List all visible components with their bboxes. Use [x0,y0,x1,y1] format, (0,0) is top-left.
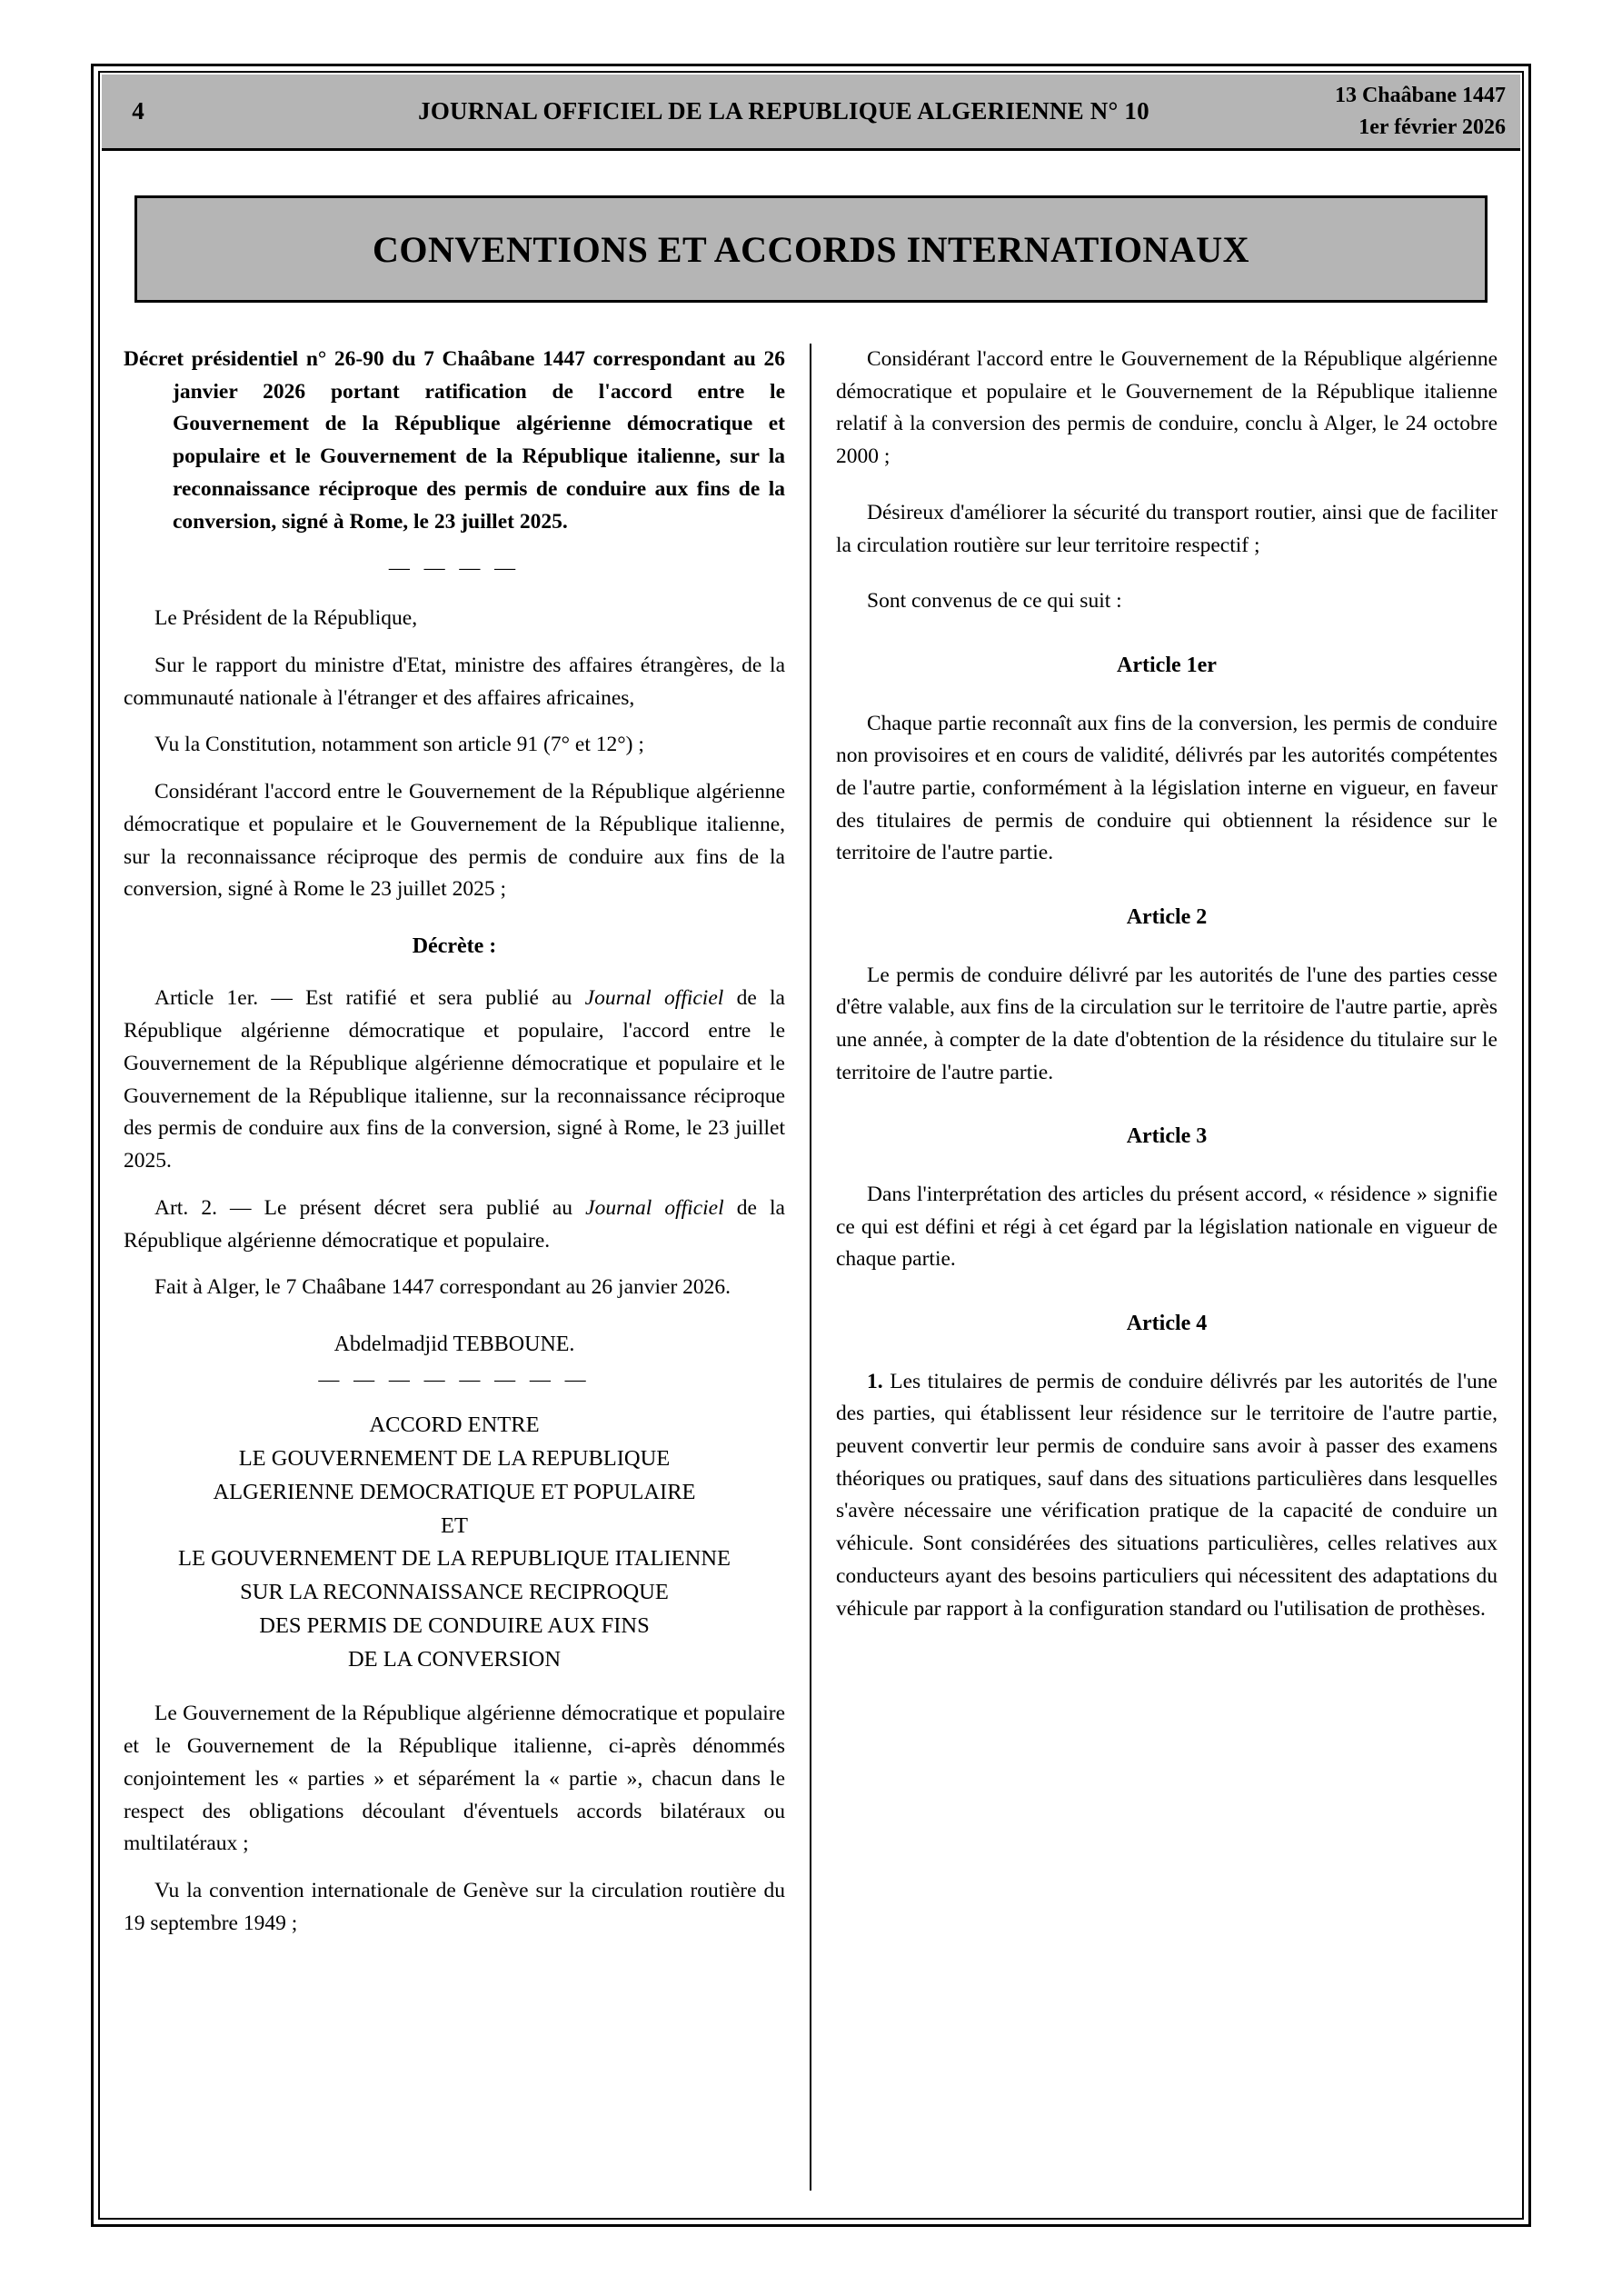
paragraph-considerant-accord-2000: Considérant l'accord entre le Gouvernement de la République algérienne démocratique et populaire et le Gouvernement de la République italienne relatif à la conversion des permis de conduire, conclu à Alger, le 24 octobre 2000 ; [836,347,1498,469]
accord-title-line-1: ACCORD ENTRE [369,1413,540,1438]
paragraph-constitution: Vu la Constitution, notamment son article 91 (7° et 12°) ; [154,733,644,757]
decree-title-lead: Décret présidentiel n° 26-90 du 7 Chaâbane 1447 [124,347,585,371]
paragraph-considerant: Considérant l'accord entre le Gouvernement de la République algérienne démocratique et populaire et le Gouvernement de la République italienne, sur la reconnaissance réciproque des permis de conduire aux fins de la conversion, signé à Rome le 23 juillet 2025 ; [124,780,785,902]
article-4-body [836,1366,1498,1626]
paragraph-desireux: Désireux d'améliorer la sécurité du transport routier, ainsi que de faciliter la circulation routière sur leur territoire respectif ; [836,500,1498,557]
decrete-label: Décrète : [412,934,497,959]
article-1er-heading: Article 1er [1117,654,1217,678]
article-2-heading: Article 2 [1126,905,1208,930]
article-4-heading: Article 4 [1126,1312,1208,1336]
accord-title-line-5: LE GOUVERNEMENT DE LA REPUBLIQUE ITALIENNE [178,1546,731,1572]
paragraph-president: Le Président de la République, [154,606,418,631]
article-2-pre: Art. 2. — Le présent décret sera publié au [154,1195,586,1220]
column-divider [785,344,836,2198]
accord-title-line-6: SUR LA RECONNAISSANCE RECIPROQUE [240,1580,669,1605]
paragraph-sont-convenus: Sont convenus de ce qui suit : [867,589,1122,614]
right-column [836,344,1498,2198]
page-header [102,75,1520,151]
accord-title-line-2: LE GOUVERNEMENT DE LA REPUBLIQUE [238,1446,671,1472]
decree-title [124,344,785,538]
journal-title: JOURNAL OFFICIEL DE LA REPUBLIQUE ALGERIENNE N° 10 [418,97,1149,125]
article-4-item-number: 1. [867,1369,883,1393]
section-banner-title: CONVENTIONS ET ACCORDS INTERNATIONAUX [373,228,1249,270]
accord-title-line-3: ALGERIENNE DEMOCRATIQUE ET POPULAIRE [213,1479,696,1504]
article-1er-left [124,983,785,1177]
date-hijri: 13 Chaâbane 1447 [1334,84,1506,107]
decree-title-rest: correspondant au 26 janvier 2026 portant ratification de l'accord entre le Gouvernement de la République algérienne démocratique et populaire et le Gouvernement de la République italienne, sur la reconnaissance réciproque des permis de conduire aux fins de la conversion, signé à Rome, le 23 juillet 2025. [173,347,785,534]
page-number: 4 [132,97,144,125]
date-gregorian: 1er février 2026 [1358,115,1506,139]
article-2-post: de la République algérienne démocratique et populaire. [124,1195,785,1253]
article-1er-body: Chaque partie reconnaît aux fins de la conversion, les permis de conduire non provisoires et en cours de validité, délivrés par les autorités compétentes de l'autre partie, conformément à la législation interne en vigueur, en faveur des titulaires de permis de conduire qui obtiennent la résidence sur le territoire de l'autre partie. [836,711,1498,865]
separator-long: — — — — — — — — [318,1368,591,1392]
article-2-left [124,1193,785,1257]
signature-line: Abdelmadjid TEBBOUNE. [333,1332,575,1356]
left-column [124,344,785,2198]
paragraph-fait-alger: Fait à Alger, le 7 Chaâbane 1447 correspondant au 26 janvier 2026. [154,1275,731,1300]
article-1er-journal-officiel: Journal officiel [584,986,724,1011]
accord-title-line-4: ET [441,1512,468,1538]
article-1er-pre: Article 1er. — Est ratifié et sera publié au [154,986,585,1011]
accord-title-line-7: DES PERMIS DE CONDUIRE AUX FINS [259,1612,650,1638]
article-2-body: Le permis de conduire délivré par les autorités de l'une des parties cesse d'être valable, aux fins de la circulation sur le territoire de l'autre partie, après une année, à compter de la date d'obtention de la résidence du titulaire sur le territoire de l'autre partie. [836,963,1498,1084]
accord-title-line-8: DE LA CONVERSION [347,1646,562,1672]
paragraph-parties: Le Gouvernement de la République algérienne démocratique et populaire et le Gouvernement de la République italienne, ci-après dénommés conjointement les « parties » et séparément la « partie », chacun dans le respect des obligations découlant d'éventuels accords bilatéraux ou multilatéraux ; [124,1702,785,1856]
article-3-heading: Article 3 [1126,1124,1208,1149]
paragraph-rapport: Sur le rapport du ministre d'Etat, ministre des affaires étrangères, de la communauté nationale à l'étranger et des affaires africaines, [124,653,785,710]
article-2-journal-officiel: Journal officiel [585,1195,724,1220]
paragraph-convention-geneve: Vu la convention internationale de Genève sur la circulation routière du 19 septembre 1949 ; [124,1878,785,1935]
header-dates [1335,80,1506,144]
separator-short: — — — — [388,556,521,580]
section-banner [134,195,1488,303]
article-3-body: Dans l'interprétation des articles du présent accord, « résidence » signifie ce qui est défini et régi à cet égard par la législation nationale en vigueur de chaque partie. [836,1182,1498,1272]
accord-title [124,1409,785,1676]
article-1er-post: de la République algérienne démocratique et populaire, l'accord entre le Gouvernement de la République algérienne démocratique et populaire et le Gouvernement de la République italienne, sur la reconnaissance réciproque des permis de conduire aux fins de la conversion, signé à Rome, le 23 juillet 2025. [124,986,785,1173]
article-4-item-text: Les titulaires de permis de conduire délivrés par les autorités de l'une des parties, qui établissent leur résidence sur le territoire de l'autre partie, peuvent convertir leur permis de conduire sans avoir à passer des examens théoriques ou pratiques, sauf dans des situations particulières dans lesquelles s'avère nécessaire une vérification pratique de la capacité de conduire un véhicule. Sont considérées des situations particulières, celles relatives aux conducteurs ayant des besoins particuliers qui nécessitent des adaptations du véhicule par rapport à la configuration standard ou l'utilisation de prothèses. [836,1369,1498,1621]
body-columns [124,344,1498,2198]
